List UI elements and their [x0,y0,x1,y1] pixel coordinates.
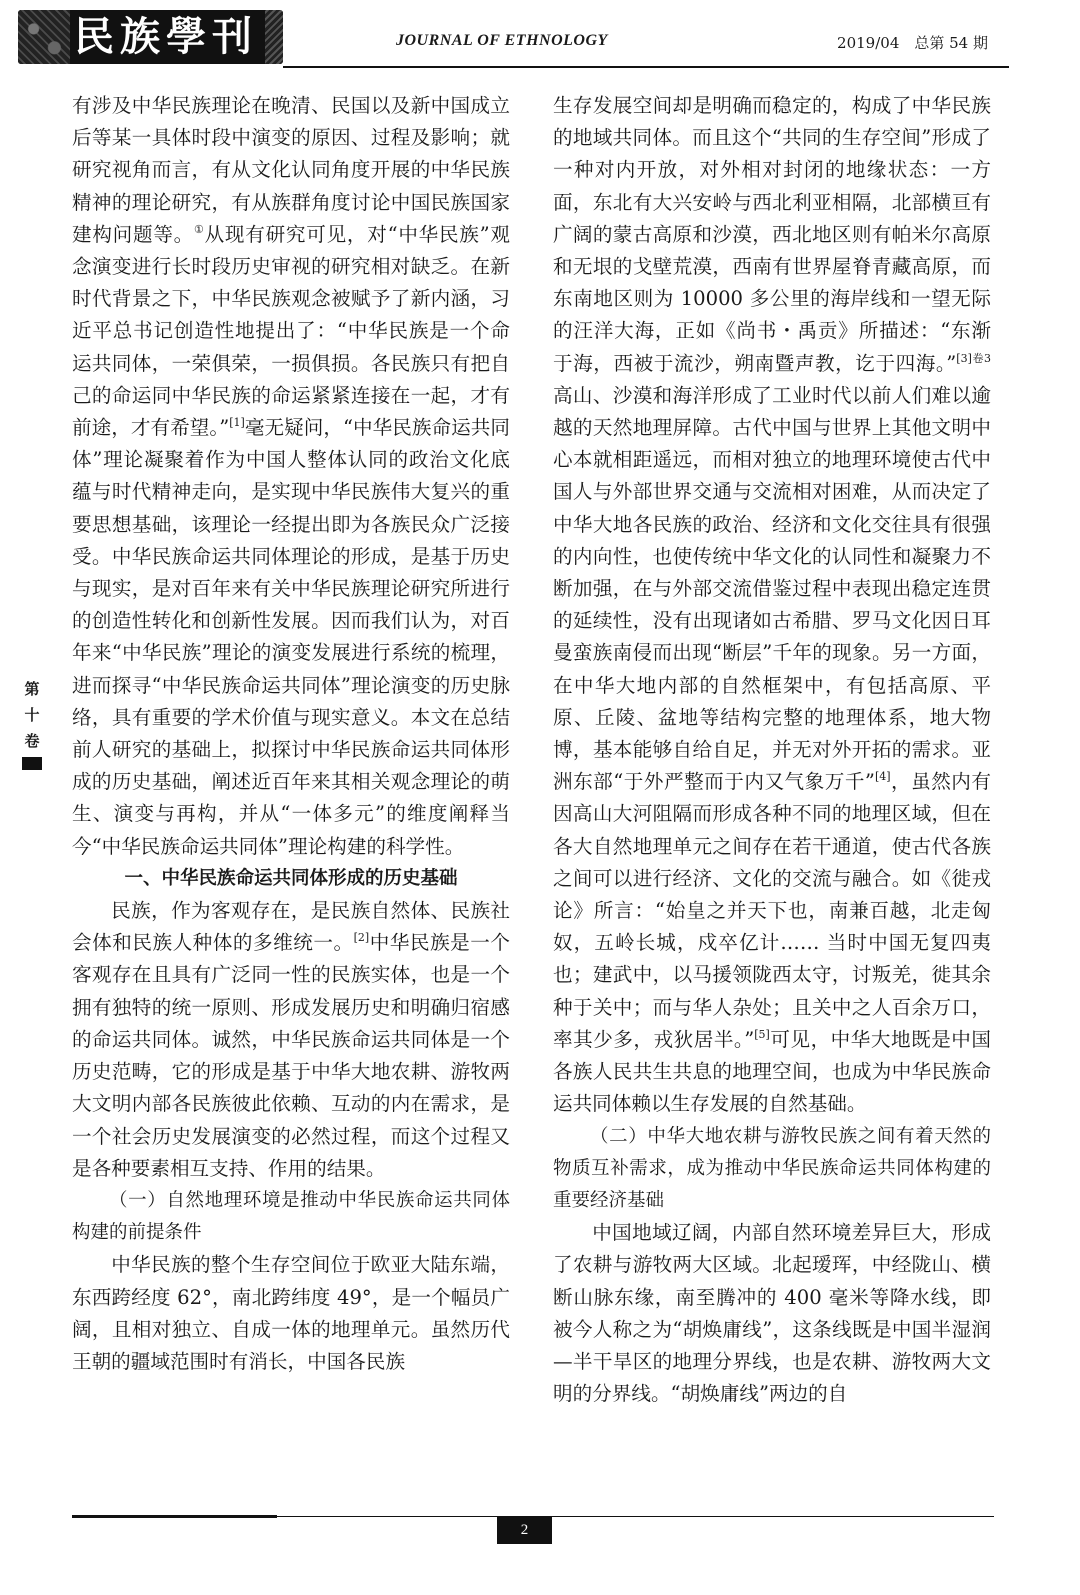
text-run: 高山、沙漠和海洋形成了工业时代以前人们难以逾越的天然地理屏障。古代中国与世界上其他文明中心本就相距遥远，而相对独立的地理环境使古代中国人与外部世界交通与交流相对困难，从而决定了中华大地各民族的政治、经济和文化交往具有很强的内向性，也使传统中华文化的认同性和凝聚力不断加强，在与外部交流借鉴过程中表现出稳定连贯的延续性，没有出现诸如古希腊、罗马文化因日耳曼蛮族南侵而出现“断层”千年的现象。另一方面，在中华大地内部的自然框架中，有包括高原、平原、丘陵、盆地等结构完整的地理体系，地大物博，基本能够自给自足，并无对外开拓的需求。亚洲东部“于外严整而于内又气象万千” [553,383,991,794]
section-heading: 一、中华民族命运共同体形成的历史基础 [124,867,458,889]
logo-ornament-icon [18,10,70,64]
footer-rule [277,1516,994,1517]
logo-text: 民族學刊 [74,13,258,60]
page-header [18,10,1028,72]
header-rule [283,66,1009,68]
citation-ref: [1] [229,416,245,430]
text-run: 生存发展空间却是明确而稳定的，构成了中华民族的地域共同体。而且这个“共同的生存空间”形成了一种对内开放，对外相对封闭的地缘状态：一方面，东北有大兴安岭与西北利亚相隔，北部横亘有广阔的蒙古高原和沙漠，西北地区则有帕米尔高原和无垠的戈壁荒漠，西南有世界屋脊青藏高原，而东南地区则为 10000 多公里的海岸线和一望无际的汪洋大海，正如《尚书・禹贡》所描述：“东渐于海，西被于流沙，朔南暨声教，讫于四海。” [553,94,991,375]
citation-ref: [4] [874,770,891,784]
text-run: 可见，中华大地既是中国各族人民共生共息的地理空间，也成为中华民族命运共同体赖以生存发展的自然基础。 [553,1027,992,1116]
paragraph [553,90,991,1121]
text-run: 有涉及中华民族理论在晚清、民国以及新中国成立后等某一具体时段中演变的原因、过程及影响；就研究视角而言，有从文化认同角度开展的中华民族精神的理论研究，有从族群角度讨论中国民族国家建构问题等。 [72,94,510,246]
volume-marker-char: 第 [24,680,40,698]
journal-logo [18,10,283,64]
right-column [553,90,991,1410]
page-number: 2 [497,1517,552,1544]
text-run: ，虽然内有因高山大河阻隔而形成各种不同的地理区域，但在各大自然地理单元之间存在若干通道，使古代各族之间可以进行经济、文化的交流与融合。如《徙戎论》所言：“始皇之并天下也，南兼百越，北走匈奴，五岭长城，戍卒亿计…… 当时中国无复四夷也；建武中，以马援领陇西太守，讨叛羌，徙其余种于关中；而与华人杂处；且关中之人百余万口，率其少多，戎狄居半。” [553,770,991,1051]
subsection-heading: （二）中华大地农耕与游牧民族之间有着天然的物质互补需求，成为推动中华民族命运共同体构建的重要经济基础 [553,1125,991,1211]
issue-info: 2019/04 总第 54 期 [837,34,988,52]
paragraph: 中国地域辽阔，内部自然环境差异巨大，形成了农耕与游牧两大区域。北起瑷珲，中经陇山、横断山脉东缘，南至腾冲的 400 毫米等降水线，即被今人称之为“胡焕庸线”，这条线既是中国半湿润—半干旱区的地理分界线，也是农耕、游牧两大文明的分界线。“胡焕庸线”两边的自 [553,1221,991,1406]
journal-name: JOURNAL OF ETHNOLOGY [396,32,608,49]
paragraph [72,90,510,863]
logo-ornament-right-icon [265,10,283,64]
volume-marker-char: 十 [24,706,40,724]
citation-ref: [3]卷3 [956,351,991,365]
paragraph [72,895,510,1185]
citation-ref: [2] [353,931,370,945]
left-column [72,90,510,1378]
text-run: 毫无疑问，“中华民族命运共同体”理论凝聚着作为中国人整体认同的政治文化底蕴与时代精神走向，是实现中华民族伟大复兴的重要思想基础，该理论一经提出即为各族民众广泛接受。中华民族命运共同体理论的形成，是基于历史与现实，是对百年来有关中华民族理论研究所进行的创造性转化和创新性发展。因而我们认为，对百年来“中华民族”理论的演变发展进行系统的梳理，进而探寻“中华民族命运共同体”理论演变的历史脉络，具有重要的学术价值与现实意义。本文在总结前人研究的基础上，拟探讨中华民族命运共同体形成的历史基础，阐述近百年来其相关观念理论的萌生、演变与再构，并从“一体多元”的维度阐释当今“中华民族命运共同体”理论构建的科学性。 [72,416,510,858]
text-run: 从现有研究可见，对“中华民族”观念演变进行长时段历史审视的研究相对缺乏。在新时代背景之下，中华民族观念被赋予了新内涵，习近平总书记创造性地提出了：“中华民族是一个命运共同体，一荣俱荣，一损俱损。各民族只有把自己的命运同中华民族的命运紧紧连接在一起，才有前途，才有希望。” [72,222,510,440]
footnote-ref: ① [193,222,205,236]
footer-rule-thick [72,1515,277,1518]
citation-ref: [5] [754,1027,770,1041]
volume-marker-bar [22,757,42,770]
text-run: 民族，作为客观存在，是民族自然体、民族社会体和民族人种体的多维统一。 [72,899,510,955]
paragraph: 中华民族的整个生存空间位于欧亚大陆东端，东西跨经度 62°，南北跨纬度 49°，是一个幅员广阔，且相对独立、自成一体的地理单元。虽然历代王朝的疆域范围时有消长，中国各民族 [72,1253,510,1373]
volume-marker [22,676,42,754]
text-run: 中华民族是一个客观存在且具有广泛同一性的民族实体，也是一个拥有独特的统一原则、形成发展历史和明确归宿感的命运共同体。诚然，中华民族命运共同体是一个历史范畴，它的形成是基于中华大地农耕、游牧两大文明内部各民族彼此依赖、互动的内在需求，是一个社会历史发展演变的必然过程，而这个过程又是各种要素相互支持、作用的结果。 [72,931,511,1180]
volume-marker-char: 卷 [24,732,40,750]
subsection-heading: （一）自然地理环境是推动中华民族命运共同体构建的前提条件 [72,1189,510,1244]
